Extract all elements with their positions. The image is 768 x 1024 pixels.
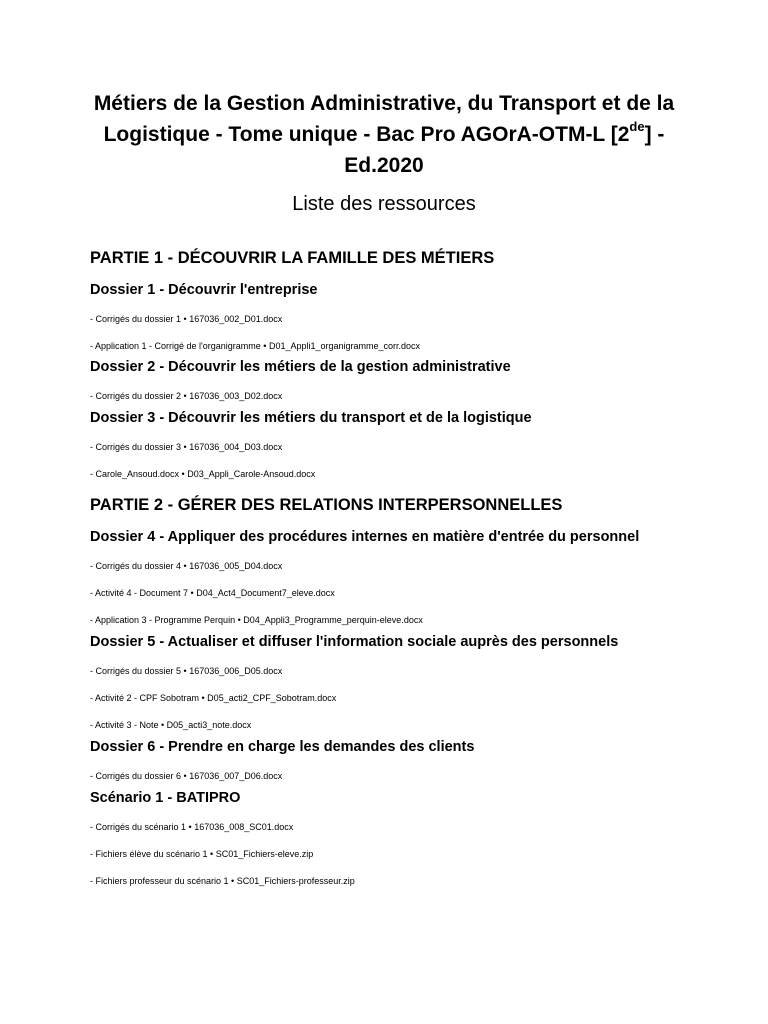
resource-item[interactable]: - Corrigés du dossier 5 • 167036_006_D05.docx	[90, 666, 283, 676]
dossier-heading: Dossier 5 - Actualiser et diffuser l'information sociale auprès des personnels	[90, 634, 619, 650]
resource-item[interactable]: - Application 3 - Programme Perquin • D04_Appli3_Programme_perquin-eleve.docx	[90, 615, 423, 625]
resource-item[interactable]: - Fichiers élève du scénario 1 • SC01_Fichiers-eleve.zip	[90, 849, 314, 859]
resource-item[interactable]: - Corrigés du dossier 2 • 167036_003_D02.docx	[90, 391, 283, 401]
title-line-1: Métiers de la Gestion Administrative, du Transport et de la	[93, 92, 675, 115]
resource-item[interactable]: - Corrigés du dossier 4 • 167036_005_D04.docx	[90, 561, 283, 571]
resource-item[interactable]: - Activité 4 - Document 7 • D04_Act4_Document7_eleve.docx	[90, 588, 335, 598]
resource-list	[90, 246, 730, 887]
title-line-2	[40, 119, 728, 150]
resource-item[interactable]: - Corrigés du scénario 1 • 167036_008_SC01.docx	[90, 822, 294, 832]
title-line-3: Ed.2020	[344, 154, 424, 177]
partie-heading: PARTIE 2 - GÉRER DES RELATIONS INTERPERSONNELLES	[90, 496, 563, 514]
dossier-heading: Scénario 1 - BATIPRO	[90, 790, 241, 806]
resource-item[interactable]: - Activité 2 - CPF Sobotram • D05_acti2_CPF_Sobotram.docx	[90, 693, 337, 703]
resource-item[interactable]: - Corrigés du dossier 3 • 167036_004_D03.docx	[90, 442, 283, 452]
resource-item[interactable]: - Activité 3 - Note • D05_acti3_note.docx	[90, 720, 252, 730]
dossier-heading: Dossier 4 - Appliquer des procédures internes en matière d'entrée du personnel	[90, 529, 640, 545]
resource-item[interactable]: - Application 1 - Corrigé de l'organigramme • D01_Appli1_organigramme_corr.docx	[90, 341, 421, 351]
document-subtitle: Liste des ressources	[292, 193, 476, 215]
resource-item[interactable]: - Corrigés du dossier 6 • 167036_007_D06.docx	[90, 771, 283, 781]
dossier-heading: Dossier 2 - Découvrir les métiers de la gestion administrative	[90, 359, 511, 375]
dossier-heading: Dossier 1 - Découvrir l'entreprise	[90, 282, 318, 298]
title-line-2-main: Logistique - Tome unique - Bac Pro AGOrA-OTM-L [2	[103, 123, 630, 146]
dossier-heading: Dossier 3 - Découvrir les métiers du transport et de la logistique	[90, 410, 532, 426]
resource-item[interactable]: - Fichiers professeur du scénario 1 • SC01_Fichiers-professeur.zip	[90, 876, 355, 886]
resource-item[interactable]: - Carole_Ansoud.docx • D03_Appli_Carole-Ansoud.docx	[90, 469, 316, 479]
document-title	[40, 88, 728, 181]
title-superscript: de	[629, 119, 645, 134]
partie-heading: PARTIE 1 - DÉCOUVRIR LA FAMILLE DES MÉTIERS	[90, 249, 495, 267]
dossier-heading: Dossier 6 - Prendre en charge les demandes des clients	[90, 739, 475, 755]
title-line-2-end: ] -	[644, 123, 665, 146]
resource-item[interactable]: - Corrigés du dossier 1 • 167036_002_D01.docx	[90, 314, 283, 324]
